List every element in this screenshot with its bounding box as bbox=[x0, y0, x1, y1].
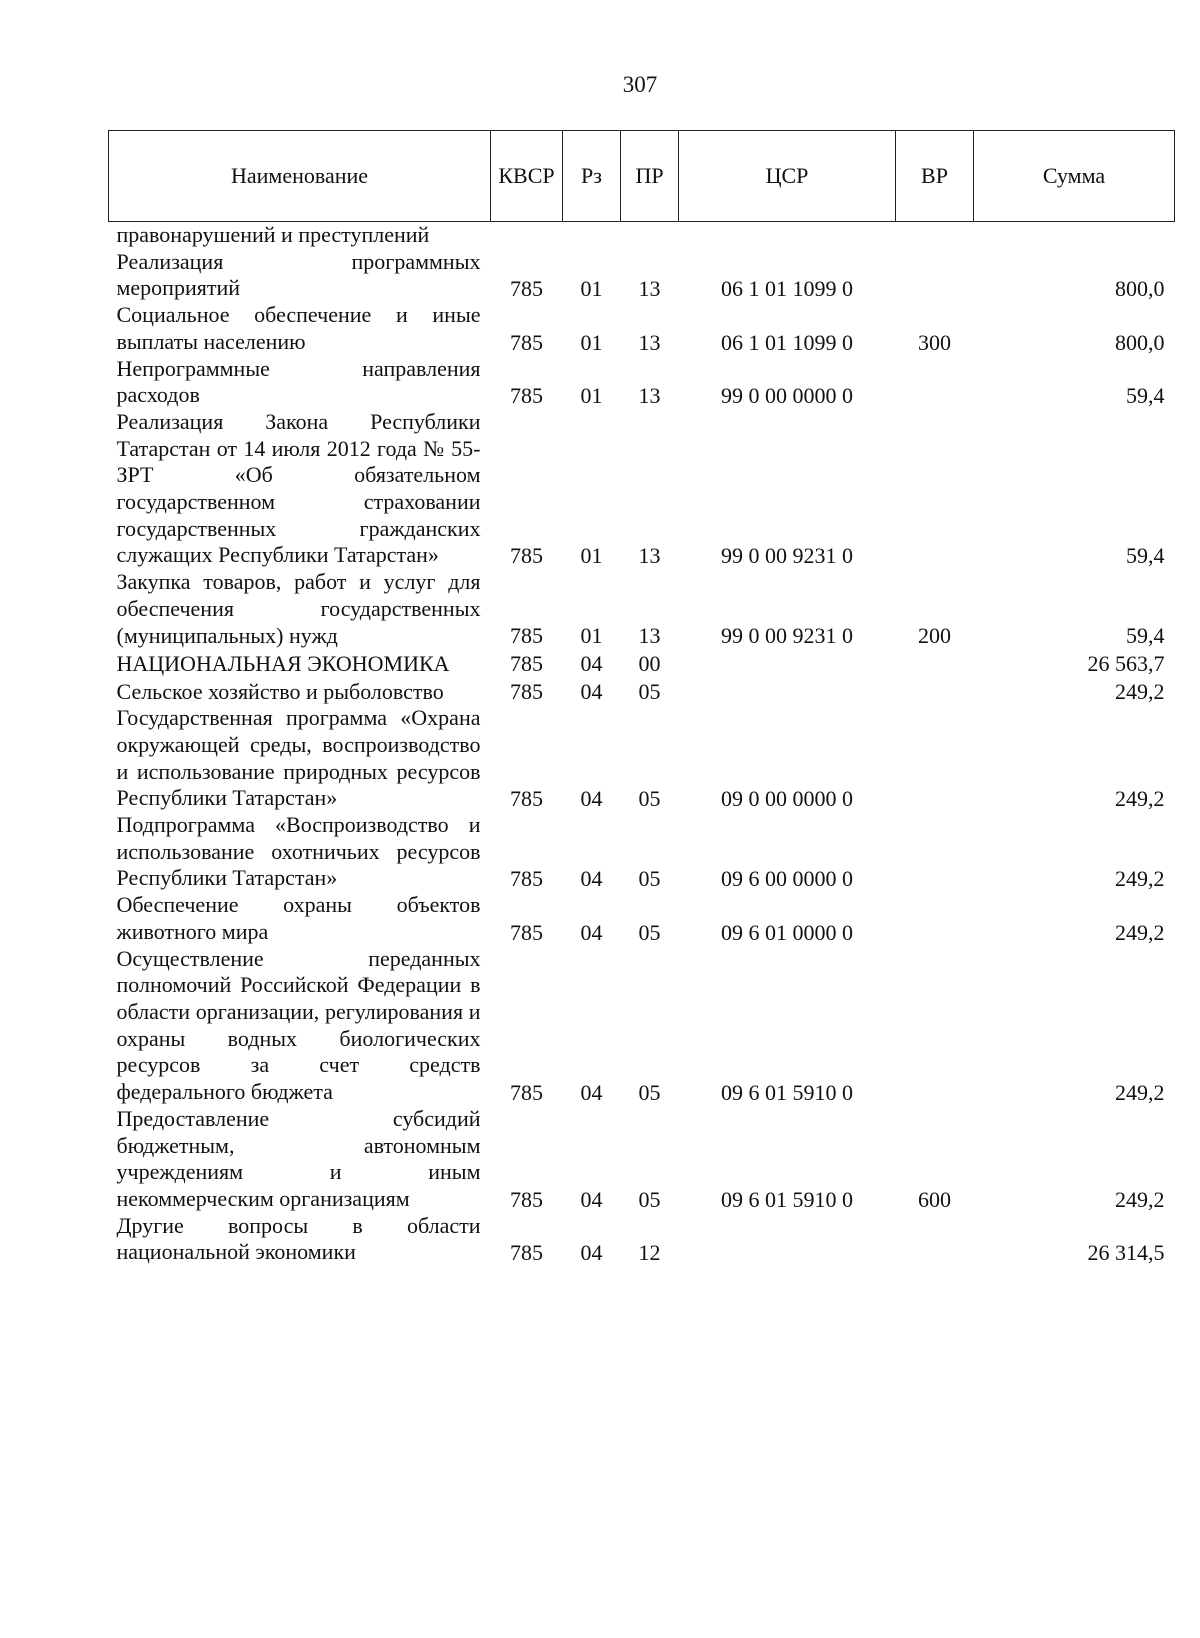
cell-kvsr: 785 bbox=[510, 679, 543, 705]
cell-sum: 26 563,7 bbox=[1087, 651, 1165, 677]
table-row bbox=[109, 1213, 1175, 1266]
cell-name: Непрограммные направления расходов bbox=[116, 355, 481, 408]
header-kvsr: КВСР bbox=[491, 131, 563, 222]
cell-csr: 09 0 00 0000 0 bbox=[721, 786, 853, 812]
cell-pr: 05 bbox=[638, 679, 661, 705]
cell-rz: 04 bbox=[580, 1240, 603, 1266]
cell-name: Реализация программных мероприятий bbox=[116, 248, 481, 301]
cell-kvsr: 785 bbox=[510, 329, 543, 355]
cell-vr bbox=[896, 409, 974, 569]
cell-kvsr bbox=[491, 222, 563, 249]
cell-csr: 99 0 00 9231 0 bbox=[721, 543, 853, 569]
table-header bbox=[109, 131, 1175, 222]
cell-csr bbox=[679, 649, 896, 677]
cell-kvsr: 785 bbox=[510, 1240, 543, 1266]
cell-csr: 09 6 00 0000 0 bbox=[721, 866, 853, 892]
header-vr: ВР bbox=[896, 131, 974, 222]
budget-table bbox=[108, 130, 1175, 1266]
cell-csr bbox=[679, 677, 896, 705]
cell-kvsr: 785 bbox=[510, 276, 543, 302]
header-row bbox=[109, 131, 1175, 222]
cell-pr: 05 bbox=[638, 919, 661, 945]
cell-sum: 249,2 bbox=[1115, 679, 1165, 705]
cell-sum: 249,2 bbox=[1115, 1079, 1165, 1105]
cell-kvsr: 785 bbox=[510, 786, 543, 812]
cell-sum: 249,2 bbox=[1115, 1186, 1165, 1212]
cell-pr: 13 bbox=[638, 382, 661, 408]
cell-rz: 01 bbox=[580, 329, 603, 355]
cell-kvsr: 785 bbox=[510, 382, 543, 408]
cell-name: Другие вопросы в области национальной экономики bbox=[116, 1212, 481, 1265]
cell-pr: 13 bbox=[638, 329, 661, 355]
cell-csr bbox=[679, 1213, 896, 1266]
cell-vr bbox=[896, 649, 974, 677]
cell-kvsr: 785 bbox=[510, 866, 543, 892]
cell-csr: 06 1 01 1099 0 bbox=[721, 276, 853, 302]
cell-name: Осуществление переданных полномочий Российской Федерации в области организации, регулирования и охраны водных биологических ресурсов за счет средств федерального бюджета bbox=[116, 945, 481, 1105]
cell-name: Сельское хозяйство и рыболовство bbox=[116, 678, 444, 704]
cell-kvsr: 785 bbox=[510, 623, 543, 649]
cell-vr bbox=[896, 356, 974, 409]
cell-vr bbox=[896, 222, 974, 249]
cell-name: правонарушений и преступлений bbox=[116, 222, 430, 247]
table-row bbox=[109, 677, 1175, 705]
table-row bbox=[109, 249, 1175, 302]
cell-pr bbox=[621, 222, 679, 249]
table-row bbox=[109, 705, 1175, 812]
cell-vr bbox=[896, 1213, 974, 1266]
cell-rz: 04 bbox=[580, 679, 603, 705]
table-row bbox=[109, 356, 1175, 409]
cell-rz: 04 bbox=[580, 786, 603, 812]
cell-kvsr: 785 bbox=[510, 1079, 543, 1105]
cell-pr: 05 bbox=[638, 1079, 661, 1105]
cell-kvsr: 785 bbox=[510, 543, 543, 569]
cell-vr bbox=[896, 892, 974, 945]
table-row bbox=[109, 892, 1175, 945]
table-row bbox=[109, 946, 1175, 1106]
cell-csr: 06 1 01 1099 0 bbox=[721, 329, 853, 355]
cell-name: Предоставление субсидий бюджетным, автономным учреждениям и иным некоммерческим организациям bbox=[116, 1105, 481, 1211]
table-body bbox=[109, 222, 1175, 1267]
cell-pr: 05 bbox=[638, 1186, 661, 1212]
cell-rz: 01 bbox=[580, 382, 603, 408]
cell-csr bbox=[679, 222, 896, 249]
cell-rz: 01 bbox=[580, 623, 603, 649]
table-row bbox=[109, 1106, 1175, 1213]
cell-sum: 59,4 bbox=[1126, 543, 1165, 569]
cell-pr: 05 bbox=[638, 786, 661, 812]
cell-csr: 99 0 00 9231 0 bbox=[721, 623, 853, 649]
cell-name: Обеспечение охраны объектов животного мира bbox=[116, 892, 481, 944]
cell-pr: 13 bbox=[638, 543, 661, 569]
cell-vr bbox=[896, 249, 974, 302]
cell-rz: 04 bbox=[580, 919, 603, 945]
header-pr: ПР bbox=[621, 131, 679, 222]
cell-sum bbox=[974, 222, 1175, 249]
cell-vr bbox=[896, 812, 974, 892]
cell-name: Социальное обеспечение и иные выплаты населению bbox=[116, 302, 481, 354]
cell-pr: 13 bbox=[638, 623, 661, 649]
cell-sum: 59,4 bbox=[1126, 382, 1165, 408]
cell-rz bbox=[563, 222, 621, 249]
cell-sum: 249,2 bbox=[1115, 919, 1165, 945]
header-name: Наименование bbox=[109, 131, 491, 222]
table-row bbox=[109, 409, 1175, 569]
cell-pr: 05 bbox=[638, 866, 661, 892]
cell-name: Закупка товаров, работ и услуг для обеспечения государственных (муниципальных) нужд bbox=[116, 569, 481, 648]
cell-csr: 99 0 00 0000 0 bbox=[721, 382, 853, 408]
cell-sum: 800,0 bbox=[1115, 276, 1165, 302]
cell-rz: 04 bbox=[580, 1186, 603, 1212]
cell-vr bbox=[896, 705, 974, 812]
cell-name: Государственная программа «Охрана окружающей среды, воспроизводство и использование природных ресурсов Республики Татарстан» bbox=[116, 705, 481, 811]
table-row bbox=[109, 812, 1175, 892]
cell-csr: 09 6 01 5910 0 bbox=[721, 1186, 853, 1212]
cell-pr: 12 bbox=[638, 1240, 661, 1266]
cell-sum: 249,2 bbox=[1115, 866, 1165, 892]
table-row bbox=[109, 222, 1175, 249]
cell-rz: 04 bbox=[580, 1079, 603, 1105]
cell-sum: 26 314,5 bbox=[1087, 1240, 1165, 1266]
table-row bbox=[109, 649, 1175, 677]
cell-sum: 59,4 bbox=[1126, 623, 1165, 649]
cell-kvsr: 785 bbox=[510, 651, 543, 677]
cell-pr: 00 bbox=[638, 651, 661, 677]
header-csr: ЦСР bbox=[679, 131, 896, 222]
cell-sum: 800,0 bbox=[1115, 329, 1165, 355]
table-row bbox=[109, 569, 1175, 649]
cell-name: Подпрограмма «Воспроизводство и использование охотничьих ресурсов Республики Татарстан» bbox=[116, 812, 481, 891]
cell-rz: 04 bbox=[580, 866, 603, 892]
cell-vr: 600 bbox=[918, 1186, 951, 1212]
cell-name: НАЦИОНАЛЬНАЯ ЭКОНОМИКА bbox=[116, 650, 450, 676]
table-row bbox=[109, 302, 1175, 355]
cell-kvsr: 785 bbox=[510, 919, 543, 945]
cell-rz: 04 bbox=[580, 651, 603, 677]
page-number: 307 bbox=[622, 72, 658, 97]
cell-csr: 09 6 01 0000 0 bbox=[721, 919, 853, 945]
cell-sum: 249,2 bbox=[1115, 786, 1165, 812]
cell-kvsr: 785 bbox=[510, 1186, 543, 1212]
cell-rz: 01 bbox=[580, 276, 603, 302]
cell-vr: 300 bbox=[918, 329, 951, 355]
cell-pr: 13 bbox=[638, 276, 661, 302]
cell-rz: 01 bbox=[580, 543, 603, 569]
header-sum: Сумма bbox=[974, 131, 1175, 222]
header-rz: Рз bbox=[563, 131, 621, 222]
cell-vr: 200 bbox=[918, 623, 951, 649]
cell-vr bbox=[896, 677, 974, 705]
cell-csr: 09 6 01 5910 0 bbox=[721, 1079, 853, 1105]
cell-vr bbox=[896, 946, 974, 1106]
cell-name: Реализация Закона Республики Татарстан от 14 июля 2012 года № 55-ЗРТ «Об обязательном государственном страховании государственных гражданских служащих Республики Татарстан» bbox=[116, 408, 481, 568]
